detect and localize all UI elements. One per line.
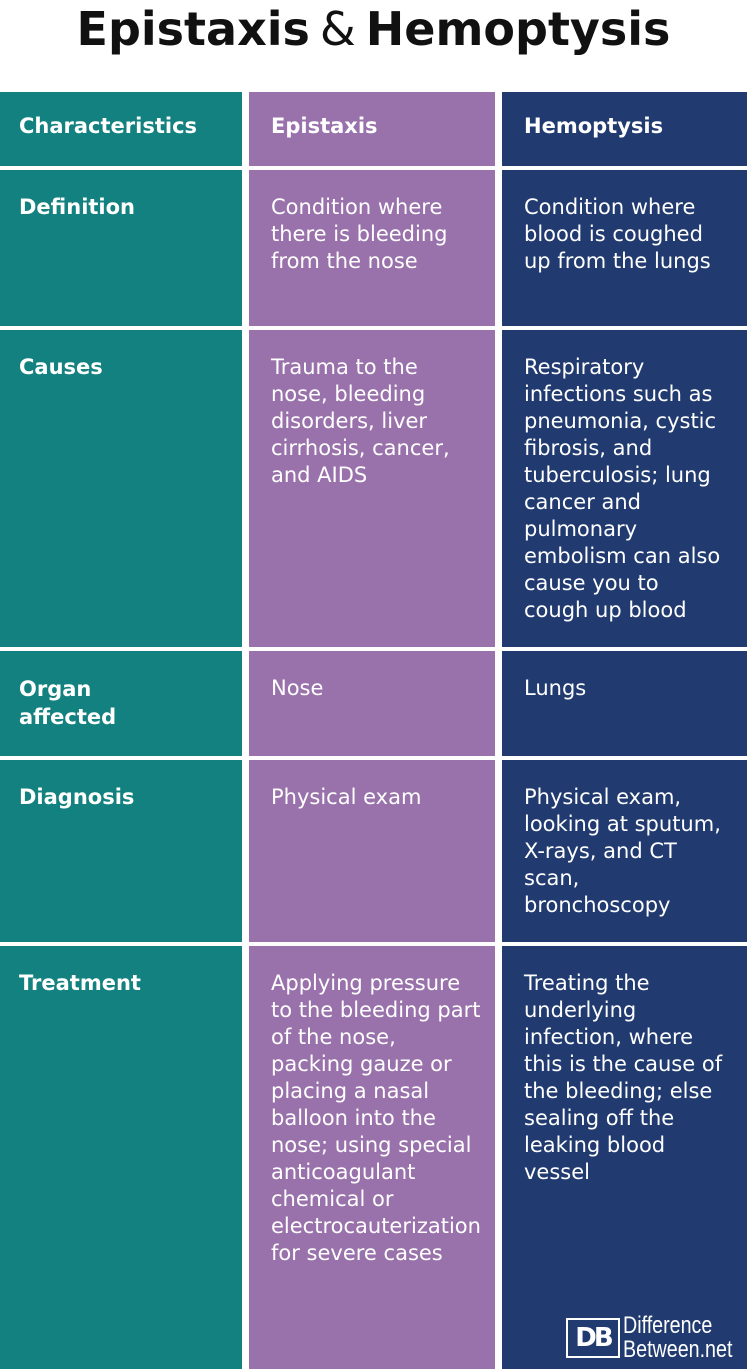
definition-epistaxis: Condition where there is bleeding from the nose: [271, 195, 448, 273]
row-label-organ-affected: Organ affected: [19, 677, 117, 729]
organ-epistaxis: Nose: [271, 676, 324, 700]
row-divider: [0, 647, 747, 651]
row-label-treatment: Treatment: [19, 971, 141, 995]
row-label-diagnosis: Diagnosis: [19, 785, 135, 809]
diagnosis-epistaxis: Physical exam: [271, 785, 422, 809]
header-epistaxis: Epistaxis: [271, 114, 378, 138]
row-label-definition: Definition: [19, 195, 136, 219]
logo-line-2: Between.net: [623, 1336, 733, 1363]
row-divider: [0, 326, 747, 330]
diagnosis-hemoptysis: Physical exam, looking at sputum, X-rays, and CT scan, bronchoscopy: [524, 785, 721, 917]
row-divider: [0, 756, 747, 760]
title-epistaxis: Epistaxis: [76, 2, 310, 56]
row-divider: [0, 166, 747, 170]
header-hemoptysis: Hemoptysis: [524, 114, 664, 138]
organ-hemoptysis: Lungs: [524, 676, 587, 700]
logo-line-1: Difference: [623, 1312, 713, 1339]
definition-hemoptysis: Condition where blood is coughed up from the lungs: [524, 195, 711, 273]
causes-hemoptysis: Respiratory infections such as pneumonia, cystic fibrosis, and tuberculosis; lung cancer and pulmonary embolism can also cause you to cough up blood: [524, 355, 721, 622]
logo-mark: DB: [566, 1318, 620, 1358]
title-hemoptysis: Hemoptysis: [365, 2, 671, 56]
title-ampersand: &: [319, 2, 356, 56]
treatment-epistaxis: Applying pressure to the bleeding part of the nose, packing gauze or placing a nasal balloon into the nose; using special anticoagulant chemical or electrocauterization for severe cases: [271, 971, 481, 1265]
row-divider: [0, 942, 747, 946]
page-title: [0, 0, 747, 92]
treatment-hemoptysis: Treating the underlying infection, where this is the cause of the bleeding; else sealing off the leaking blood vessel: [524, 971, 723, 1184]
row-label-causes: Causes: [19, 355, 103, 379]
column-divider: [495, 92, 502, 1369]
header-characteristics: Characteristics: [19, 114, 198, 138]
column-divider: [242, 92, 249, 1369]
logo-wordmark: [623, 1312, 733, 1363]
differencebetween-logo: [566, 1314, 742, 1364]
causes-epistaxis: Trauma to the nose, bleeding disorders, liver cirrhosis, cancer, and AIDS: [271, 355, 450, 487]
